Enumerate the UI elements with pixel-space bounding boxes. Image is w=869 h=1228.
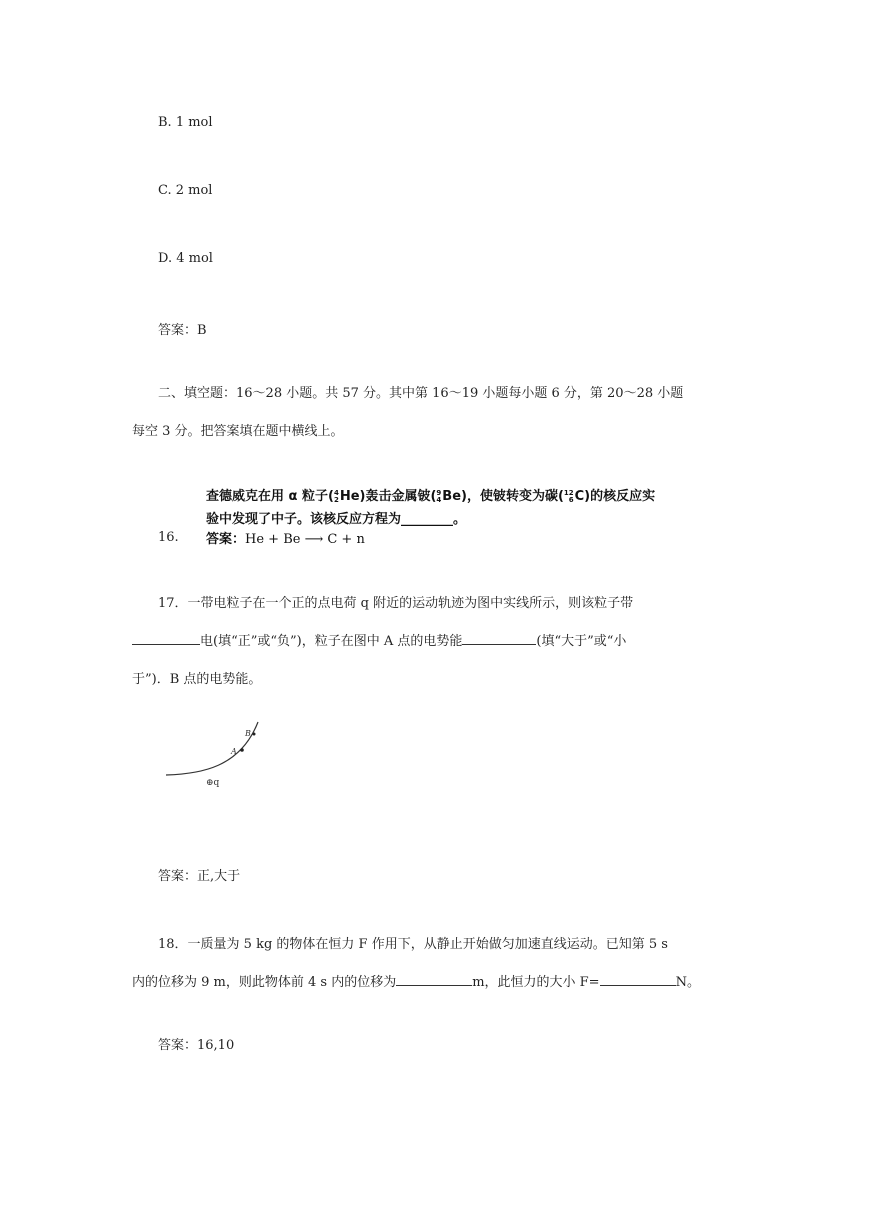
label-a: A xyxy=(231,747,237,756)
q17-blank-2[interactable] xyxy=(462,632,536,645)
q18-text xyxy=(132,926,742,1002)
section-2-line1: 二、填空题：16～28 小题。共 57 分。其中第 16～19 小题每小题 6 分，第 20～28 小题 xyxy=(158,386,684,401)
q17-line2-c: (填“大于”或“小 xyxy=(536,634,627,649)
he-nuclide-index: 4 2 xyxy=(333,488,339,504)
label-b: B xyxy=(245,729,251,738)
q16-answer-label: 答案： xyxy=(206,532,246,547)
trajectory-figure xyxy=(160,712,320,798)
answer-17: 答案：正,大于 xyxy=(158,869,241,884)
q16-image-line2: 验中发现了中子。该核反应方程为________。 xyxy=(206,512,467,527)
q18-blank-2[interactable] xyxy=(600,973,676,986)
q16-answer-equation: He + Be ⟶ C + n xyxy=(245,532,365,547)
section-2-line2: 每空 3 分。把答案填在题中横线上。 xyxy=(132,424,344,439)
be-nuclide-index: 9 4 xyxy=(436,488,442,504)
answer-18: 答案：16,10 xyxy=(158,1038,235,1053)
option-d: D. 4 mol xyxy=(158,251,213,266)
q16-number: 16. xyxy=(158,530,179,545)
q18-line1: 18．一质量为 5 kg 的物体在恒力 F 作用下，从静止开始做匀加速直线运动。已知第 5 s xyxy=(158,937,668,952)
c-nuclide-index: 12 6 xyxy=(563,488,574,504)
charge-q-label: ⊕q xyxy=(206,778,220,788)
q17-blank-1[interactable] xyxy=(132,632,200,645)
option-b: B. 1 mol xyxy=(158,115,213,130)
option-c: C. 2 mol xyxy=(158,183,213,198)
q17-line1: 17．一带电粒子在一个正的点电荷 q 附近的运动轨迹为图中实线所示，则该粒子带 xyxy=(158,596,634,611)
point-b xyxy=(253,733,256,736)
q18-line2-b: m，此恒力的大小 F= xyxy=(472,975,600,990)
q18-line2-a: 内的位移为 9 m，则此物体前 4 s 内的位移为 xyxy=(132,975,397,990)
point-a xyxy=(240,748,244,752)
answer-15: 答案：B xyxy=(158,323,207,338)
q18-line2-c: N。 xyxy=(675,975,700,990)
section-2-heading xyxy=(132,375,742,451)
q17-text xyxy=(132,585,742,699)
q17-line2-b: 电(填“正”或“负”)，粒子在图中 A 点的电势能 xyxy=(200,634,463,649)
q18-blank-1[interactable] xyxy=(396,973,472,986)
q17-line3: 于”)．B 点的电势能。 xyxy=(132,672,262,687)
q16-image: 查德威克在用 α 粒子(4 2He)轰击金属铍(9 4Be)，使铍转变为碳(12 6C)的核反应实 验中发现了中子。该核反应方程为________。 答案：He + Be ⟶ C + n xyxy=(206,488,656,547)
